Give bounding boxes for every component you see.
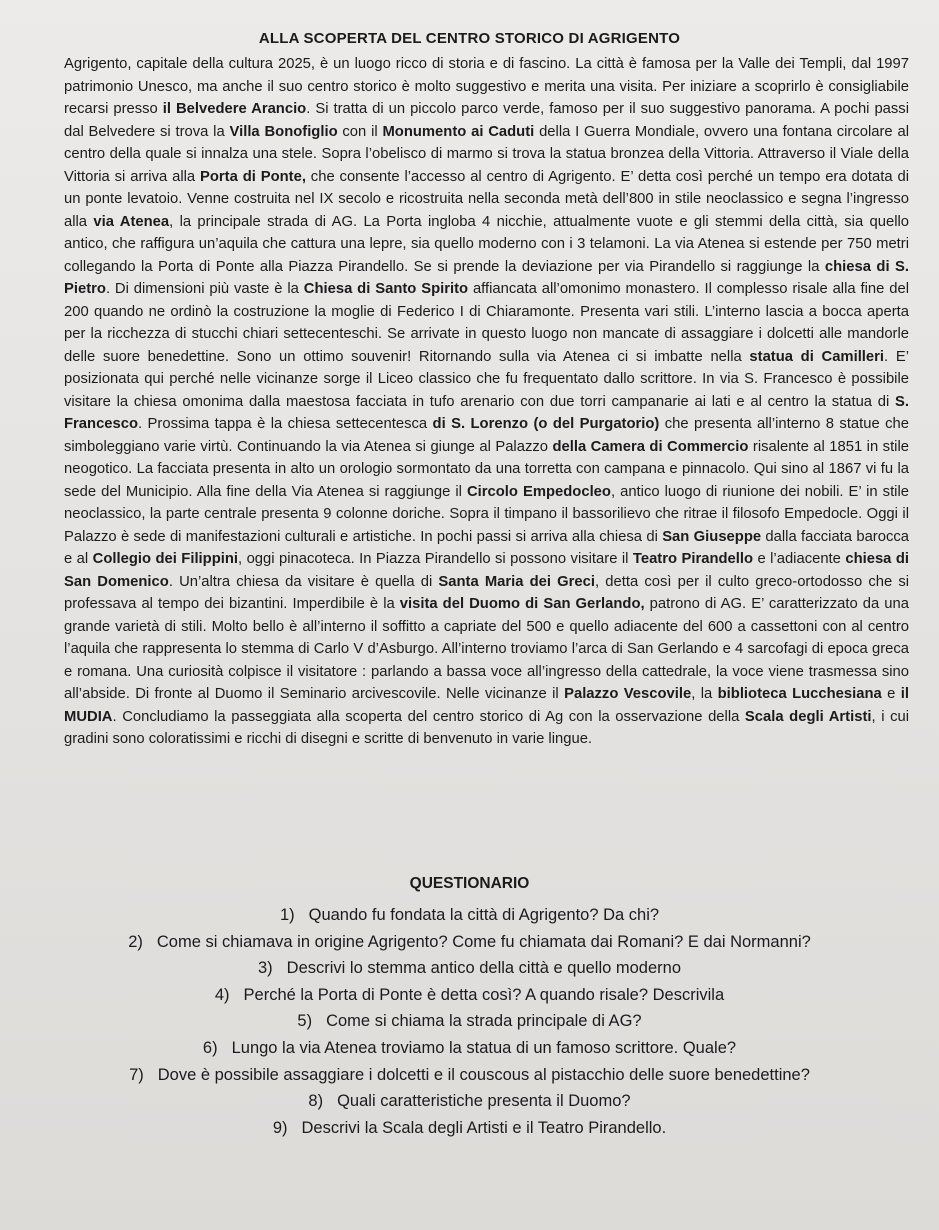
questionnaire-heading: QUESTIONARIO — [409, 875, 530, 892]
highlighted-term: Collegio dei Filippini — [92, 551, 239, 567]
highlighted-term: S. Francesco — [64, 393, 909, 432]
body-text-segment: , la — [691, 686, 718, 702]
question-number: 8) — [308, 1092, 324, 1111]
body-text-segment: patrono di AG. E’ caratterizzato da una grande varietà di stili. Molto bello è all’interno il soffitto a capriate del 500 e quello adiacente del 600 a cassettoni con al centro l’aquila che rappresenta lo stemma di Carlo V d’Asburgo. All’interno troviamo l’arca di San Gerlando e 4 sarcofagi di epoca greca e romana. Una curiosità colpisce il visitatore : parlando a bassa voce all’ingresso della cattedrale, la voce viene trasmessa sino all’abside. Di fronte al Duomo il Seminario arcivescovile. Nelle vicinanze il — [64, 596, 909, 702]
body-text-segment: , oggi pinacoteca. In Piazza Pirandello si possono visitare il — [238, 551, 633, 567]
question-text: Perché la Porta di Ponte è detta così? A quando risale? Descrivila — [243, 985, 725, 1004]
body-text-segment: che consente l’accesso al centro di Agrigento. E’ detta così perché un tempo era dotata di un ponte levatoio. Venne costruita nel IX secolo e ricostruita nella seconda metà dell’800 in stile neoclassico e segna l’ingresso alla — [64, 168, 909, 230]
question-text: Descrivi lo stemma antico della città e quello moderno — [286, 959, 682, 978]
body-text-segment: . E’ posizionata qui perché nelle vicinanze sorge il Liceo classico che fu frequentato dallo scrittore. In via S. Francesco è possibile visitare la chiesa omonima dalla maestosa facciata in tufo arenario con due torri campanarie ai lati e al centro la statua di — [64, 348, 909, 410]
highlighted-term: San Giuseppe — [662, 528, 762, 545]
body-text-segment: . Prossima tappa è la chiesa settecentesca — [138, 416, 433, 432]
question-item — [0, 982, 939, 1009]
body-text-segment: . Di dimensioni più vaste è la — [105, 281, 304, 297]
highlighted-term: Palazzo Vescovile — [564, 686, 692, 702]
body-text-segment: , antico luogo di riunione dei nobili. E’ in stile neoclassico, la parte centrale presenta 9 colonne doriche. Sopra il timpano il bassorilievo che ritrae il filosofo Empedocle. Oggi il Palazzo è sede di manifestazioni culturali e artistiche. In pochi passi si arriva alla chiesa di — [64, 483, 909, 545]
body-text-segment: risalente al 1851 in stile neogotico. La facciata presenta in alto un orologio sormontato da una torretta con campana e pinnacolo. Qui sino al 1867 vi fu la sede del Municipio. Alla fine della Via Atenea si raggiunge il — [64, 438, 909, 500]
question-number: 6) — [202, 1038, 218, 1057]
highlighted-term: chiesa di S. Pietro — [64, 258, 909, 297]
question-text: Quando fu fondata la città di Agrigento? Da chi? — [308, 906, 660, 924]
question-item — [0, 929, 939, 956]
body-text-segment: e l’adiacente — [753, 551, 846, 567]
highlighted-term: Chiesa di Santo Spirito — [303, 281, 469, 297]
body-text-segment: Agrigento, capitale della cultura 2025, è un luogo ricco di storia e di fascino. La città è famosa per la Valle dei Templi, dal 1997 patrimonio Unesco, ma anche il suo centro storico è molto suggestivo e merita una visita. Per iniziare a scoprirlo è consigliabile recarsi presso — [64, 56, 909, 117]
question-text: Come si chiama la strada principale di AG? — [326, 1012, 642, 1031]
question-number: 1) — [279, 906, 295, 924]
question-item — [0, 1008, 939, 1035]
highlighted-term: il Belvedere Arancio — [162, 101, 307, 117]
highlighted-term: Teatro Pirandello — [632, 551, 754, 567]
question-text: Descrivi la Scala degli Artisti e il Teatro Pirandello. — [301, 1118, 667, 1137]
highlighted-term: statua di Camilleri — [749, 348, 885, 365]
highlighted-term: di S. Lorenzo (o del Purgatorio) — [432, 416, 660, 432]
question-item — [0, 1115, 939, 1142]
body-text-segment: . Concludiamo la passeggiata alla scoperta del centro storico di Ag con la osservazione della — [112, 708, 745, 725]
highlighted-term: Villa Bonofiglio — [229, 123, 338, 140]
body-text-segment: . Un’altra chiesa da visitare è quella di — [168, 573, 439, 590]
highlighted-term: via Atenea — [93, 213, 170, 230]
highlighted-term: Circolo Empedocleo — [466, 483, 611, 500]
highlighted-term: della Camera di Commercio — [552, 438, 749, 455]
body-text-segment: che presenta all’interno 8 statue che simboleggiano varie virtù. Continuando la via Atenea si giunge al Palazzo — [64, 416, 909, 455]
question-item — [0, 1088, 939, 1115]
question-number: 7) — [129, 1065, 144, 1084]
questionnaire-list — [0, 902, 939, 1141]
body-text-segment: , la principale strada di AG. La Porta ingloba 4 nicchie, attualmente vuote e gli stemmi della città, sia quello antico, che raffigura un’aquila che cattura una lepre, sia quello moderno con i 3 telamoni. La via Atenea si estende per 750 metri collegando la Porta di Ponte alla Piazza Pirandello. Se si prende la deviazione per via Pirandello si raggiunge la — [64, 213, 910, 275]
question-number: 2) — [128, 932, 143, 951]
highlighted-term: chiesa di San Domenico — [64, 551, 910, 590]
highlighted-term: Monumento ai Caduti — [382, 123, 535, 140]
body-text-segment: , detta così per il culto greco-ortodosso che si professava al tempo dei bizantini. Imperdibile è la — [64, 573, 910, 612]
highlighted-term: Porta di Ponte, — [200, 168, 306, 185]
body-text-segment: . Si tratta di un piccolo parco verde, famoso per il suo suggestivo panorama. A pochi passi dal Belvedere si trova la — [64, 101, 909, 140]
question-text: Come si chiamava in origine Agrigento? Come fu chiamata dai Romani? E dai Normanni? — [156, 932, 811, 951]
body-text-segment: della I Guerra Mondiale, ovvero una fontana circolare al centro della quale si innalza una stele. Sopra l’obelisco di marmo si trova la statua bronzea della Vittoria. Attraverso il Viale della Vittoria si arriva alla — [64, 123, 909, 185]
highlighted-term: il MUDIA — [64, 686, 909, 725]
body-text-segment: , i cui gradini sono coloratissimi e ricchi di disegni e scritte di benvenuto in varie lingue. — [64, 708, 909, 747]
question-item — [0, 1062, 939, 1089]
body-text-segment: e — [881, 686, 901, 702]
highlighted-term: biblioteca Lucchesiana — [717, 686, 882, 702]
highlighted-term: visita del Duomo di San Gerlando, — [399, 596, 645, 612]
question-number: 4) — [214, 985, 230, 1004]
question-text: Lungo la via Atenea troviamo la statua di un famoso scrittore. Quale? — [231, 1038, 737, 1057]
question-item — [0, 1035, 939, 1062]
body-text-segment: dalla facciata barocca e al — [64, 528, 909, 567]
highlighted-term: Scala degli Artisti — [744, 708, 872, 725]
document-title: ALLA SCOPERTA DEL CENTRO STORICO DI AGRIGENTO — [258, 30, 681, 47]
highlighted-term: Santa Maria dei Greci — [438, 573, 596, 590]
body-text-segment: affiancata all’omonimo monastero. Il complesso risale alla fine del 200 quando ne ordinò la costruzione la moglie di Federico I di Chiaramonte. Presenta vari stili. L’interno lascia a bocca aperta per la ricchezza di stucchi chiari settecenteschi. Se arrivate in questo luogo non mancate di assaggiare i dolcetti alle mandorle delle suore benedettine. Sono un ottimo souvenir! Ritornando sulla via Atenea ci si imbatte nella — [64, 281, 909, 365]
question-item — [0, 902, 939, 929]
question-number: 3) — [257, 959, 273, 978]
question-text: Dove è possibile assaggiare i dolcetti e il couscous al pistacchio delle suore benedettine? — [157, 1065, 810, 1084]
body-text-segment: con il — [337, 123, 383, 140]
question-number: 5) — [297, 1012, 313, 1031]
question-number: 9) — [272, 1118, 288, 1137]
question-text: Quali caratteristiche presenta il Duomo? — [337, 1092, 631, 1111]
article-body — [64, 53, 909, 751]
question-item — [0, 955, 939, 982]
